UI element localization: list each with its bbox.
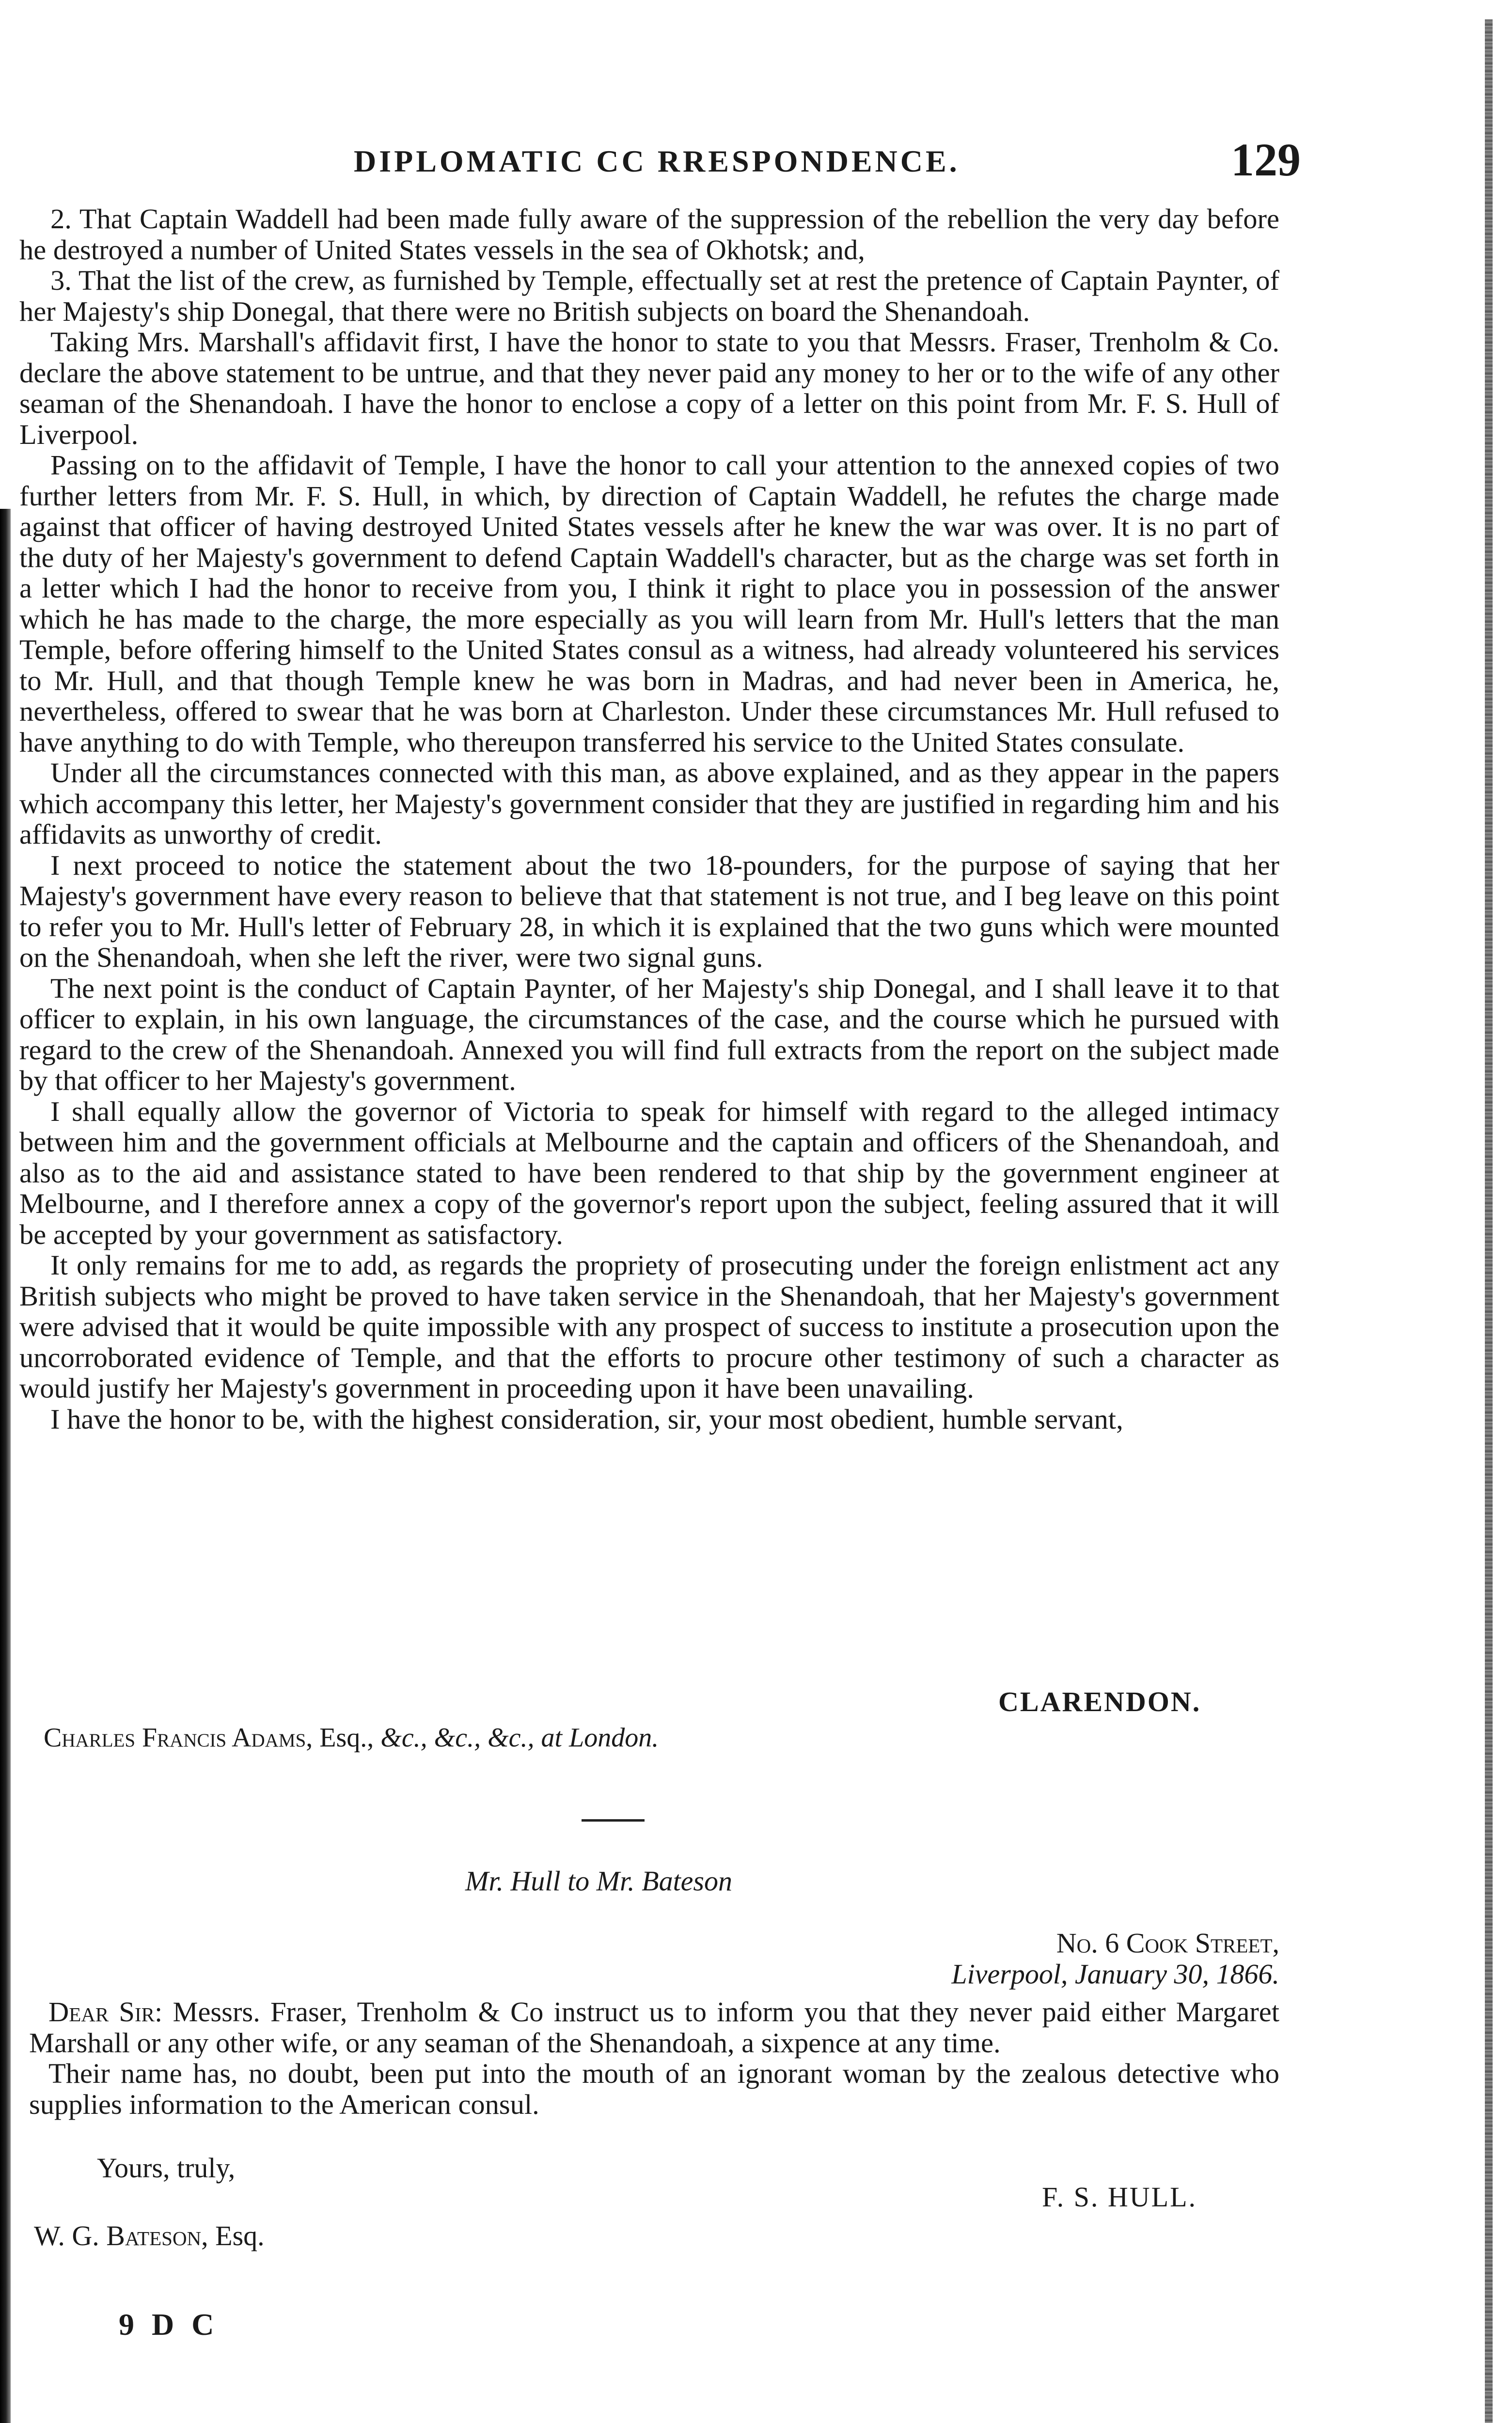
address-date: Liverpool, January 30, 1866. [951,1958,1279,1990]
printer-signature-mark: 9 D C [119,2307,219,2342]
paragraph: It only remains for me to add, as regards the propriety of prosecuting under the foreign enlistment act any British subjects who might be proved to have taken service in the Shenandoah, that her Majesty's government were advised that it would be quite impossible with any prospect of success to institute a prosecution upon the uncorroborated evidence of Temple, and that the efforts to procure other testimony of such a character as would justify her Majesty's government in proceeding upon it have been unavailing. [19,1249,1279,1404]
page-number: 129 [1231,134,1301,186]
salutation: Dear Sir: [48,1996,163,2028]
letter-closing: Yours, truly, [97,2152,236,2184]
paragraph: Taking Mrs. Marshall's affidavit first, I have the honor to state to you that Messrs. Fraser, Trenholm & Co. declare the above statement to be untrue, and that they never paid any money to her or to the wife of any other seaman of the Shenandoah. I have the honor to enclose a copy of a letter on this point from Mr. F. S. Hull of Liverpool. [19,326,1279,450]
paragraph: Passing on to the affidavit of Temple, I have the honor to call your attention to the annexed copies of two further letters from Mr. F. S. Hull, in which, by direction of Captain Waddell, he refutes the charge made against that officer of having destroyed United States vessels after he knew the war was over. It is no part of the duty of her Majesty's government to defend Captain Waddell's character, but as the charge was set forth in a letter which I had the honor to receive from you, I think it right to place you in possession of the answer which he has made to the charge, the more especially as you will learn from Mr. Hull's letters that the man Temple, before offering himself to the United States consul as a witness, had already volunteered his services to Mr. Hull, and that though Temple knew he was born in Madras, and had never been in America, he, nevertheless, offered to swear that he was born at Charleston. Under these circumstances Mr. Hull refused to have anything to do with Temple, who thereupon transferred his service to the United States consulate. [19,449,1279,758]
paragraph: I next proceed to notice the statement about the two 18-pounders, for the purpose of saying that her Majesty's government have every reason to believe that that statement is not true, and I beg leave on this point to refer you to Mr. Hull's letter of February 28, in which it is explained that the two guns which were mounted on the Shenandoah, when she left the river, were two signal guns. [19,849,1279,973]
page-header [29,131,1301,189]
scan-edge [1485,19,1493,2423]
letter-addressee-name: W. G. Bateson [34,2220,202,2251]
main-text [19,204,1279,1434]
letter-paragraph [29,1997,1279,2058]
paragraph: Under all the circumstances connected with this man, as above explained, and as they appear in the papers which accompany this letter, her Majesty's government consider that they are justified in regarding him and his affidavits as unworthy of credit. [19,757,1279,850]
paragraph: I have the honor to be, with the highest consideration, sir, your most obedient, humble servant, [50,1403,1123,1435]
address-street: No. 6 Cook Street, [1056,1927,1279,1959]
letter-paragraph: Their name has, no doubt, been put into the mouth of an ignorant woman by the zealous detective who supplies information to the American consul. [29,2058,1279,2120]
paragraph: I shall equally allow the governor of Victoria to speak for himself with regard to the alleged intimacy between him and the government officials at Melbourne and the captain and officers of the Shenandoah, and also as to the aid and assistance stated to have been rendered to that ship by the government engineer at Melbourne, and I therefore annex a copy of the governor's report upon the subject, feeling assured that it will be accepted by your government as satisfactory. [19,1095,1279,1250]
signature-clarendon: CLARENDON. [998,1686,1201,1717]
signature-hull: F. S. HULL. [1042,2181,1197,2213]
addressee-name: Charles Francis Adams [44,1723,306,1753]
section-divider [582,1819,645,1822]
binding-edge [0,509,11,2423]
addressee-line [44,1722,659,1753]
addressee-title: , Esq., [306,1723,381,1753]
letter-addressee [34,2219,265,2252]
paragraph: 3. That the list of the crew, as furnished by Temple, effectually set at rest the pretence of Captain Paynter, of her Majesty's ship Donegal, that there were no British subjects on board the Shenandoah. [19,265,1279,327]
letter-addressee-title: , Esq. [201,2220,265,2251]
letter-address [853,1928,1279,1990]
paragraph: The next point is the conduct of Captain Paynter, of her Majesty's ship Donegal, and I shall leave it to that officer to explain, in his own language, the circumstances of the case, and the course which he pursued with regard to the crew of the Shenandoah. Annexed you will find full extracts from the report on the subject made by that officer to her Majesty's government. [19,972,1279,1096]
letter-body [29,1997,1279,2120]
letter-heading: Mr. Hull to Mr. Bateson [465,1865,732,1897]
running-title: DIPLOMATIC CC RRESPONDENCE. [354,144,960,178]
addressee-location: &c., &c., &c., at London. [380,1723,659,1753]
letter-text: Messrs. Fraser, Trenholm & Co instruct us to inform you that they never paid either Margaret Marshall or any other wife, or any seaman of the Shenandoah, a sixpence at any time. [29,1996,1279,2059]
paragraph: 2. That Captain Waddell had been made fully aware of the suppression of the rebellion the very day before he destroyed a number of United States vessels in the sea of Okhotsk; and, [19,203,1279,266]
